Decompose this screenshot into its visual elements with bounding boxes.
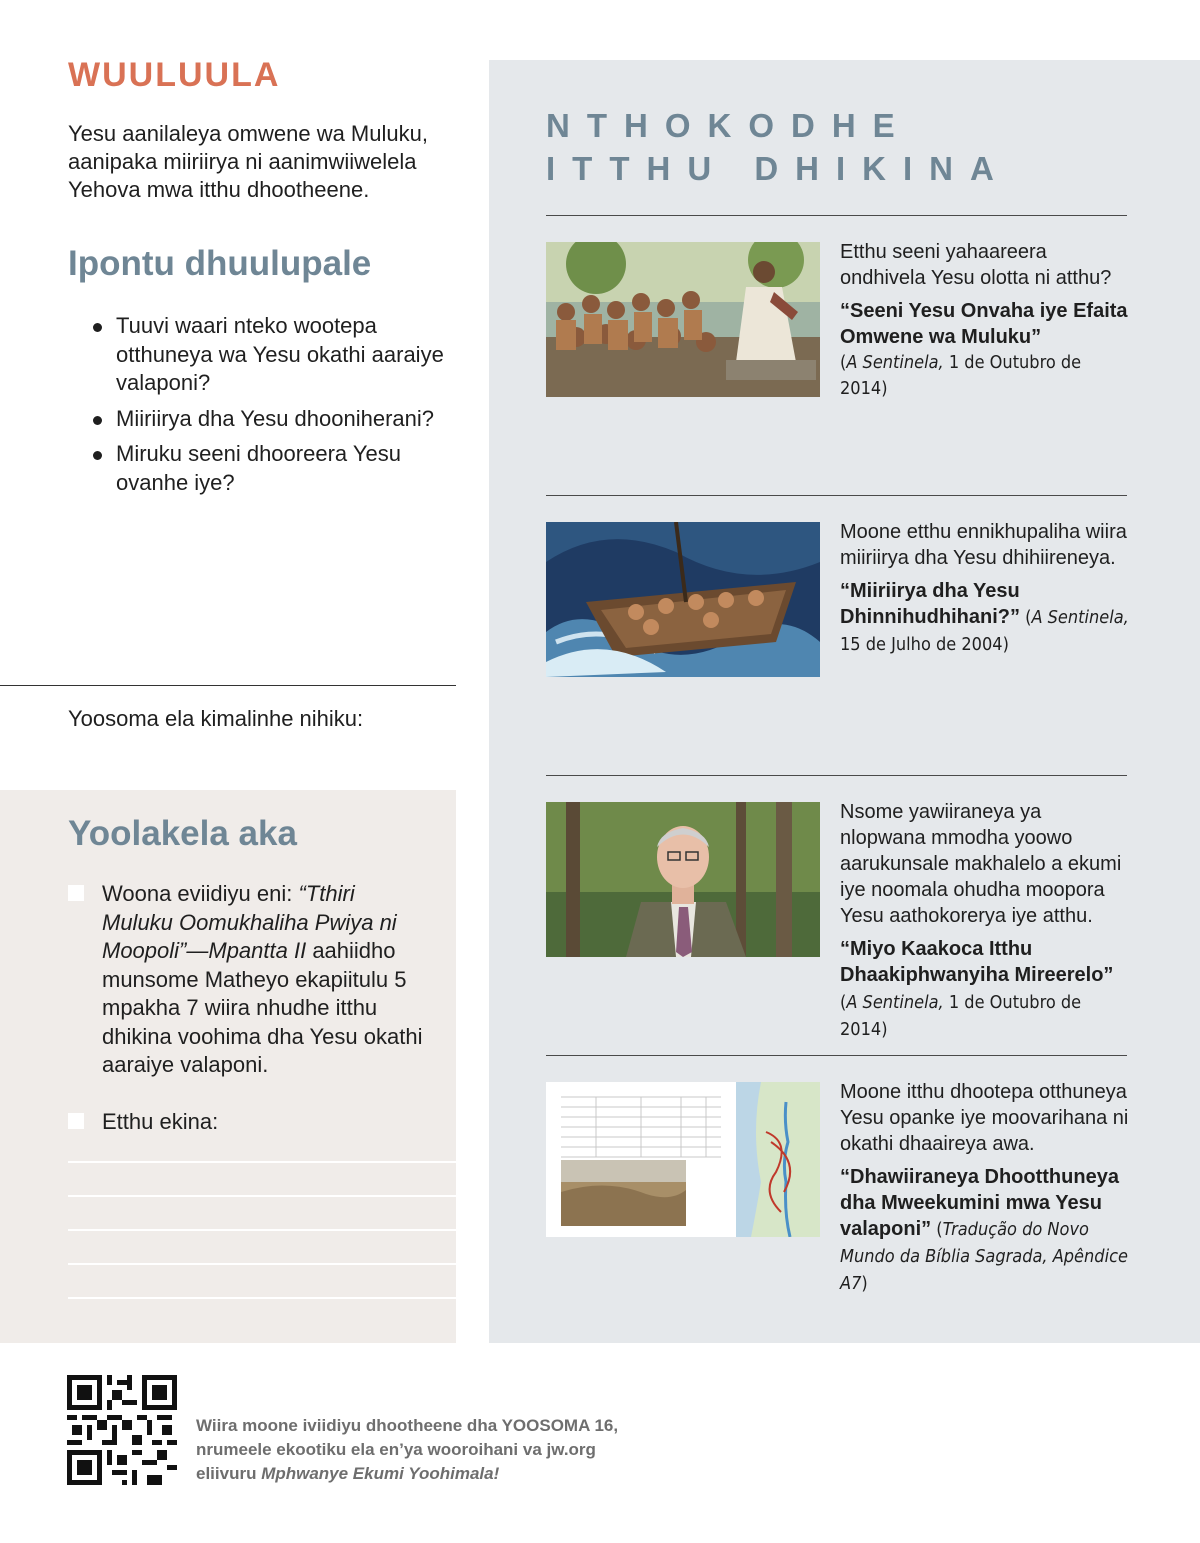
list-item [88, 440, 458, 497]
source-text: ) [861, 1273, 868, 1294]
checkbox[interactable] [68, 1113, 84, 1129]
divider [0, 685, 456, 686]
divider [546, 495, 1127, 496]
write-line[interactable] [68, 1229, 456, 1231]
bullet-icon [93, 451, 102, 460]
checkbox[interactable] [68, 885, 84, 901]
source-text: ( [840, 352, 847, 373]
resource-source [840, 992, 1081, 1040]
explore-heading-line: ITTHU DHIKINA [546, 150, 1011, 187]
goal-text-part: aahiidho munsome Matheyo ekapiitulu 5 mpakha 7 wiira nhudhe itthu dhikina voohima dha Yesu okathi aaraiye valaponi. [102, 938, 423, 1077]
divider [546, 1055, 1127, 1056]
source-publication: A Sentinela, [1031, 607, 1129, 628]
resource-2 [840, 519, 1130, 658]
jesus-teaching-crowd-icon [546, 242, 820, 397]
list-item [88, 312, 458, 398]
list-item [88, 405, 458, 434]
write-line[interactable] [68, 1161, 456, 1163]
explore-heading-line: NTHOKODHE [546, 107, 912, 144]
resource-description: Moone etthu ennikhupaliha wiira miiriirya dha Yesu dhihiireneya. [840, 521, 1127, 569]
qr-code-graphic [67, 1375, 177, 1485]
resource-source [840, 350, 1130, 402]
bullet-icon [93, 416, 102, 425]
resource-description: Etthu seeni yahaareera ondhivela Yesu olotta ni atthu? [840, 241, 1112, 289]
goal-item-other [68, 1108, 428, 1137]
man-portrait-image[interactable] [546, 802, 820, 957]
summary-text: Yesu aanilaleya omwene wa Muluku, aanipaka miiriirya ni aanimwiiwelela Yehova mwa itthu dhootheene. [68, 121, 428, 202]
review-questions-list [88, 312, 458, 504]
man-portrait-icon [546, 802, 820, 957]
resource-title[interactable]: “Seeni Yesu Onvaha iye Efaita Omwene wa Muluku” [840, 300, 1128, 348]
divider [546, 775, 1127, 776]
write-line[interactable] [68, 1263, 456, 1265]
write-line[interactable] [68, 1297, 456, 1299]
resource-4 [840, 1079, 1130, 1297]
source-text: 15 de Julho de 2004) [840, 634, 1009, 655]
resource-description: Moone itthu dhootepa otthuneya Yesu opanke iye moovarihana ni okathi dhaaireya awa. [840, 1081, 1129, 1155]
source-text: ( [1019, 607, 1032, 628]
resource-title[interactable]: “Miyo Kaakoca Itthu Dhaakiphwanyiha Mireerelo” [840, 938, 1114, 986]
map-chart-image[interactable] [546, 1082, 820, 1237]
divider [546, 215, 1127, 216]
review-question: Miruku seeni dhooreera Yesu ovanhe iye? [116, 441, 401, 495]
source-publication: A Sentinela, [846, 992, 944, 1013]
summary-heading: WUULUULA [68, 56, 281, 94]
boat-storm-icon [546, 522, 820, 677]
goal-item-video [68, 880, 428, 1080]
goal-item-text: Etthu ekina: [102, 1109, 219, 1134]
review-heading: Ipontu dhuulupale [68, 244, 372, 283]
source-publication: Tradução do Novo Mundo da Bíblia Sagrada, Apêndice A7 [840, 1219, 1128, 1294]
source-text: 1 de Outubro de 2014) [840, 992, 1082, 1040]
goal-item-text [102, 880, 428, 1080]
review-question: Tuuvi waari nteko wootepa otthuneya wa Yesu okathi aaraiye valaponi? [116, 313, 444, 395]
book-title: Mphwanye Ekumi Yoohimala! [261, 1464, 500, 1483]
resource-1 [840, 239, 1130, 402]
footer-text [196, 1414, 656, 1486]
source-text: ( [840, 992, 847, 1013]
write-line[interactable] [68, 1195, 456, 1197]
resource-title[interactable]: “Miiriirya dha Yesu Dhinnihudhihani?” [840, 580, 1020, 628]
explore-heading [546, 104, 1011, 190]
goal-text-part: Woona eviidiyu eni: [102, 881, 299, 906]
resource-description: Nsome yawiiraneya ya nlopwana mmodha yoowo aarukunsale makhalelo a ekumi iye noomala ohudha moopora Yesu aathokorerya iye atthu. [840, 801, 1122, 927]
completion-date-label: Yoosoma ela kimalinhe nihiku: [68, 706, 364, 731]
jesus-teaching-crowd-image[interactable] [546, 242, 820, 397]
footer-text-part: Wiira moone iviidiyu dhootheene dha YOOSOMA 16, nrumeele ekootiku ela en’ya wooroihani va jw.org eliivuru [196, 1416, 619, 1483]
boat-storm-image[interactable] [546, 522, 820, 677]
resource-citation [840, 1164, 1130, 1297]
source-publication: A Sentinela, [846, 352, 944, 373]
resource-title[interactable]: “Dhawiiraneya Dhootthuneya dha Mweekumini mwa Yesu valaponi” [840, 1166, 1119, 1240]
source-text: ( [931, 1219, 943, 1240]
video-title: “Tthiri Muluku Oomukhaliha Pwiya ni Moopoli”—Mpantta II [102, 881, 397, 963]
goal-heading: Yoolakela aka [68, 814, 297, 853]
resource-3 [840, 799, 1130, 1043]
resource-citation [840, 936, 1130, 1043]
resource-citation [840, 578, 1130, 658]
bullet-icon [93, 323, 102, 332]
map-chart-icon [546, 1082, 820, 1237]
qr-code-icon[interactable] [67, 1375, 177, 1485]
source-text: 1 de Outubro de 2014) [840, 352, 1082, 399]
review-question: Miiriirya dha Yesu dhooniherani? [116, 405, 434, 431]
